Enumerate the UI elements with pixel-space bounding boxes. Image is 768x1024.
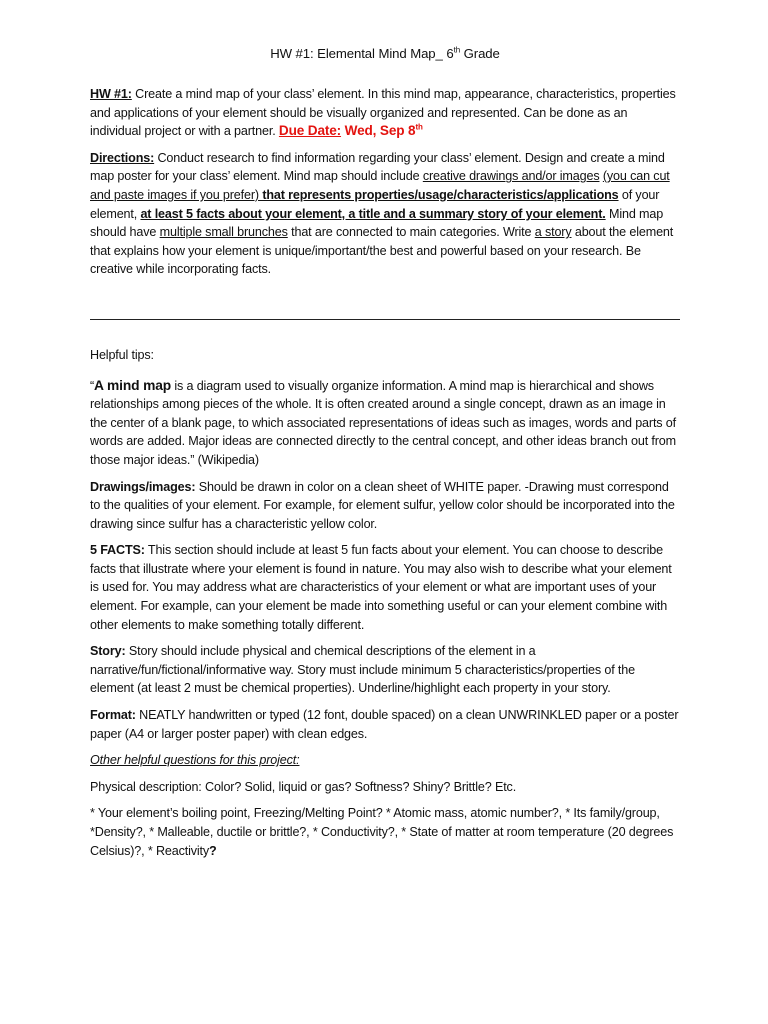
format-label: Format: (90, 708, 136, 723)
title-superscript: th (453, 45, 461, 55)
facts-label: 5 FACTS: (90, 543, 145, 558)
story-paragraph: Story: Story should include physical and chemical descriptions of the element in a narrative/fun/fictional/informative way. Story must include minimum 5 characteristics/properties of the element (at least 2 must be chemical properties). Underline/highlight each property in your story. (90, 644, 635, 696)
physical-description: Physical description: Color? Solid, liquid or gas? Softness? Shiny? Brittle? Etc. (90, 779, 517, 794)
page-title: HW #1: Elemental Mind Map_ 6th Grade (270, 45, 500, 61)
section-divider (90, 319, 680, 320)
document-page (90, 40, 680, 860)
questions-paragraph: * Your element’s boiling point, Freezing/Melting Point? * Atomic mass, atomic number?, * Its family/group, *Density?, * Malleable, ductile or brittle?, * Conductivity?, * State of matter at room temperature (20 degrees Celsius)?, * Reactivity? (90, 806, 674, 858)
tips-heading: Helpful tips: (90, 347, 154, 362)
drawings-paragraph: Drawings/images: Should be drawn in color on a clean sheet of WHITE paper. -Drawing must correspond to the qualities of your element. For example, for element sulfur, yellow color should be incorporated into the drawing since sulfur has a characteristic yellow color. (90, 479, 675, 531)
facts-paragraph: 5 FACTS: This section should include at least 5 fun facts about your element. You can choose to describe facts that illustrate where your element is found in nature. You may also wish to describe what your element is used for. You may address what are characteristics of your element or what are important uses of your element. For example, can your element be made into something useful or can your element combine with other elements to make something totally different. (90, 543, 672, 632)
mindmap-paragraph: “A mind map is a diagram used to visually organize information. A mind map is hierarchical and shows relationships among pieces of the whole. It is often created around a single concept, drawn as an image in the center of a blank page, to which associated representations of ideas such as images, words and parts of words are added. Major ideas are connected directly to the central concept, and other ideas branch out from those major ideas.” (Wikipedia) (90, 377, 677, 467)
other-questions-heading: Other helpful questions for this project: (90, 753, 300, 768)
hw-label: HW #1: (90, 87, 132, 101)
mindmap-label: A mind map (94, 377, 171, 393)
hw-text: Create a mind map of your class’ element. In this mind map, appearance, characteristics, properties and applications of your element should be visually organized and represented. Can be done as an individual project or with a partner. (90, 87, 676, 139)
due-date-value: Wed, Sep 8th (341, 122, 423, 139)
directions-label: Directions: (90, 150, 155, 165)
story-label: Story: (90, 644, 126, 659)
due-date-label: Due Date: (278, 123, 342, 139)
format-paragraph: Format: NEATLY handwritten or typed (12 font, double spaced) on a clean UNWRINKLED paper or a poster paper (A4 or larger poster paper) with clean edges. (90, 708, 679, 741)
directions-paragraph: Directions: Conduct research to find information regarding your class’ element. Design and create a mind map poster for your class’ element. Mind map should include creative drawings and/or images (you can cut and paste images if you prefer) that represents properties/usage/characteristics/applications of your element, at least 5 facts about your element, a title and a summary story of your element. Mind map should have multiple small brunches that are connected to main categories. Write a story about the element that explains how your element is unique/important/the best and powerful based on your research. Be creative while incorporating facts. (90, 150, 674, 277)
hw-paragraph (90, 85, 680, 141)
drawings-label: Drawings/images: (90, 479, 196, 494)
